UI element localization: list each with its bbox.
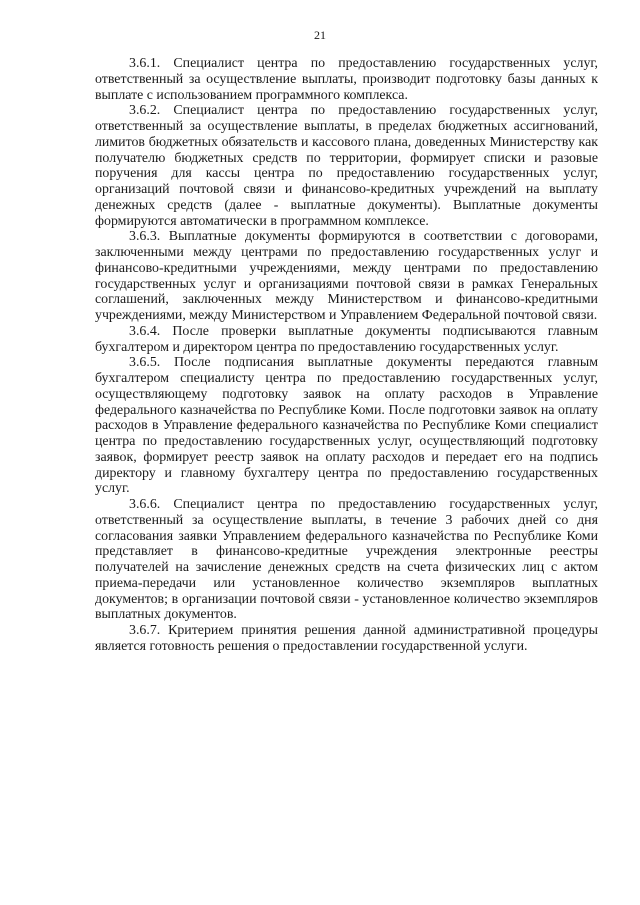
paragraph-3-6-7: 3.6.7. Критерием принятия решения данной административной процедуры является готовность решения о предоставлении государственной услуги. [95,623,598,654]
paragraph-3-6-6: 3.6.6. Специалист центра по предоставлению государственных услуг, ответственный за осуществление выплаты, в течение 3 рабочих дней со дня согласования заявки Управлением федерального казначейства по Республике Коми представляет в финансово-кредитные учреждения электронные реестры получателей на зачисление денежных средств на счета физических лиц с актом приема-передачи или установленное количество экземпляров выплатных документов; в организации почтовой связи - установленное количество экземпляров выплатных документов. [95,497,598,623]
document-body [95,56,598,655]
paragraph-3-6-3: 3.6.3. Выплатные документы формируются в соответствии с договорами, заключенными между центрами по предоставлению государственных услуг и финансово-кредитными учреждениями, между центрами по предоставлению государственных услуг и организациями почтовой связи в рамках Генеральных соглашений, заключенных между Министерством и финансово-кредитными учреждениями, между Министерством и Управлением Федеральной почтовой связи. [95,229,598,323]
paragraph-3-6-1: 3.6.1. Специалист центра по предоставлению государственных услуг, ответственный за осуществление выплаты, производит подготовку базы данных к выплате с использованием программного комплекса. [95,56,598,103]
paragraph-3-6-4: 3.6.4. После проверки выплатные документы подписываются главным бухгалтером и директором центра по предоставлению государственных услуг. [95,323,598,355]
paragraph-3-6-5: 3.6.5. После подписания выплатные документы передаются главным бухгалтером специалисту центра по предоставлению государственных услуг, осуществляющему подготовку заявок на оплату расходов в Управление федерального казначейства по Республике Коми. После подготовки заявок на оплату расходов в Управление федерального казначейства по Республике Коми специалист центра по предоставлению государственных услуг, осуществляющий подготовку заявок, формирует реестр заявок на оплату расходов и передает его на подпись директору и главному бухгалтеру центра по предоставлению государственных услуг. [95,355,598,497]
page-number: 21 [314,28,326,42]
paragraph-3-6-2: 3.6.2. Специалист центра по предоставлению государственных услуг, ответственный за осуществление выплаты, в пределах бюджетных ассигнований, лимитов бюджетных обязательств и кассового плана, доведенных Министерству как получателю бюджетных средств по территории, формирует списки и разовые поручения для кассы центра по предоставлению государственных услуг, организаций почтовой связи и финансово-кредитных учреждений на выплату денежных средств (далее - выплатные документы). Выплатные документы формируются автоматически в программном комплексе. [95,103,598,229]
